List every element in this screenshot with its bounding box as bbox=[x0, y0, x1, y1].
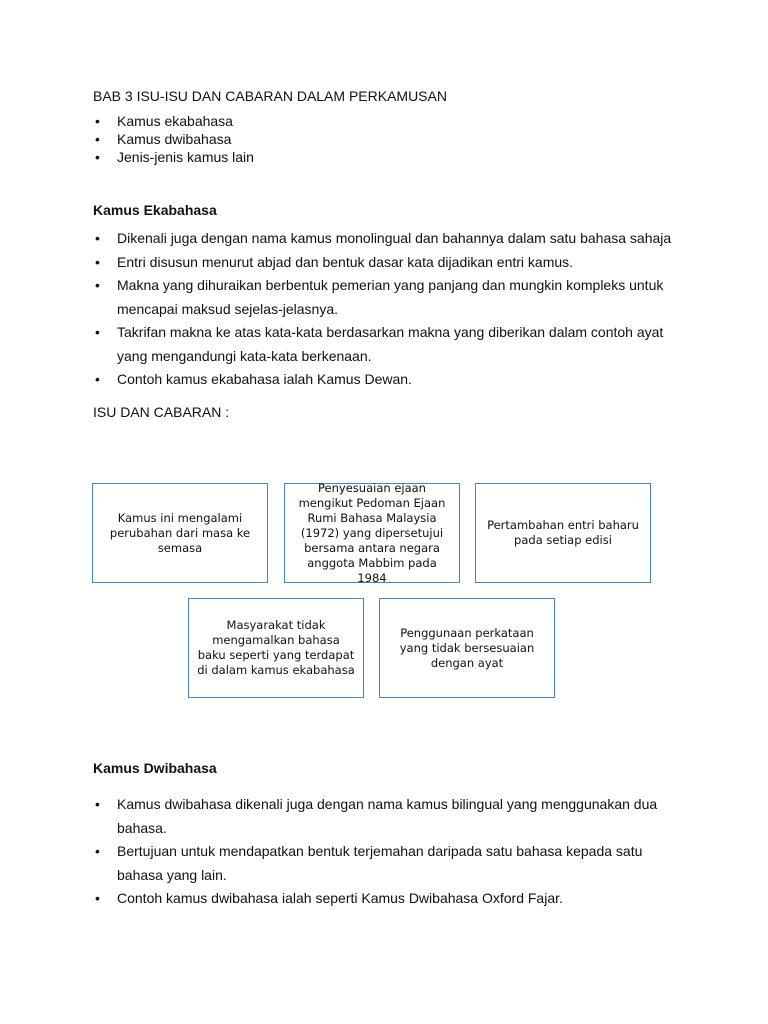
ekabahasa-list bbox=[93, 227, 693, 392]
issue-box: Masyarakat tidak mengamalkan bahasa baku seperti yang terdapat di dalam kamus ekabahasa bbox=[188, 598, 364, 698]
list-item: • Jenis-jenis kamus lain bbox=[93, 148, 254, 166]
list-item: • Bertujuan untuk mendapatkan bentuk terjemahan daripada satu bahasa kepada satu bahasa yang lain. bbox=[93, 840, 683, 887]
list-item: • Contoh kamus ekabahasa ialah Kamus Dewan. bbox=[93, 368, 693, 392]
list-item: • Kamus dwibahasa dikenali juga dengan nama kamus bilingual yang menggunakan dua bahasa. bbox=[93, 793, 683, 840]
list-item: • Entri disusun menurut abjad dan bentuk dasar kata dijadikan entri kamus. bbox=[93, 251, 693, 275]
intro-list bbox=[93, 112, 254, 166]
issues-heading: ISU DAN CABARAN : bbox=[93, 404, 230, 420]
list-item: • Dikenali juga dengan nama kamus monolingual dan bahannya dalam satu bahasa sahaja bbox=[93, 227, 693, 251]
issue-box: Kamus ini mengalami perubahan dari masa ke semasa bbox=[92, 483, 268, 583]
list-item: • Makna yang dihuraikan berbentuk pemerian yang panjang dan mungkin kompleks untuk mencapai maksud sejelas-jelasnya. bbox=[93, 274, 693, 321]
chapter-title: BAB 3 ISU-ISU DAN CABARAN DALAM PERKAMUSAN bbox=[93, 88, 447, 104]
dwibahasa-heading: Kamus Dwibahasa bbox=[93, 760, 217, 776]
issue-box: Penggunaan perkataan yang tidak bersesuaian dengan ayat bbox=[379, 598, 555, 698]
list-item: • Kamus dwibahasa bbox=[93, 130, 254, 148]
issue-box: Penyesuaian ejaan mengikut Pedoman Ejaan Rumi Bahasa Malaysia (1972) yang dipersetujui bersama antara negara anggota Mabbim pada 1984 bbox=[284, 483, 460, 583]
issue-box: Pertambahan entri baharu pada setiap edisi bbox=[475, 483, 651, 583]
ekabahasa-heading: Kamus Ekabahasa bbox=[93, 202, 217, 218]
dwibahasa-list bbox=[93, 793, 683, 911]
list-item: • Contoh kamus dwibahasa ialah seperti Kamus Dwibahasa Oxford Fajar. bbox=[93, 887, 683, 911]
list-item: • Kamus ekabahasa bbox=[93, 112, 254, 130]
list-item: • Takrifan makna ke atas kata-kata berdasarkan makna yang diberikan dalam contoh ayat yang mengandungi kata-kata berkenaan. bbox=[93, 321, 693, 368]
